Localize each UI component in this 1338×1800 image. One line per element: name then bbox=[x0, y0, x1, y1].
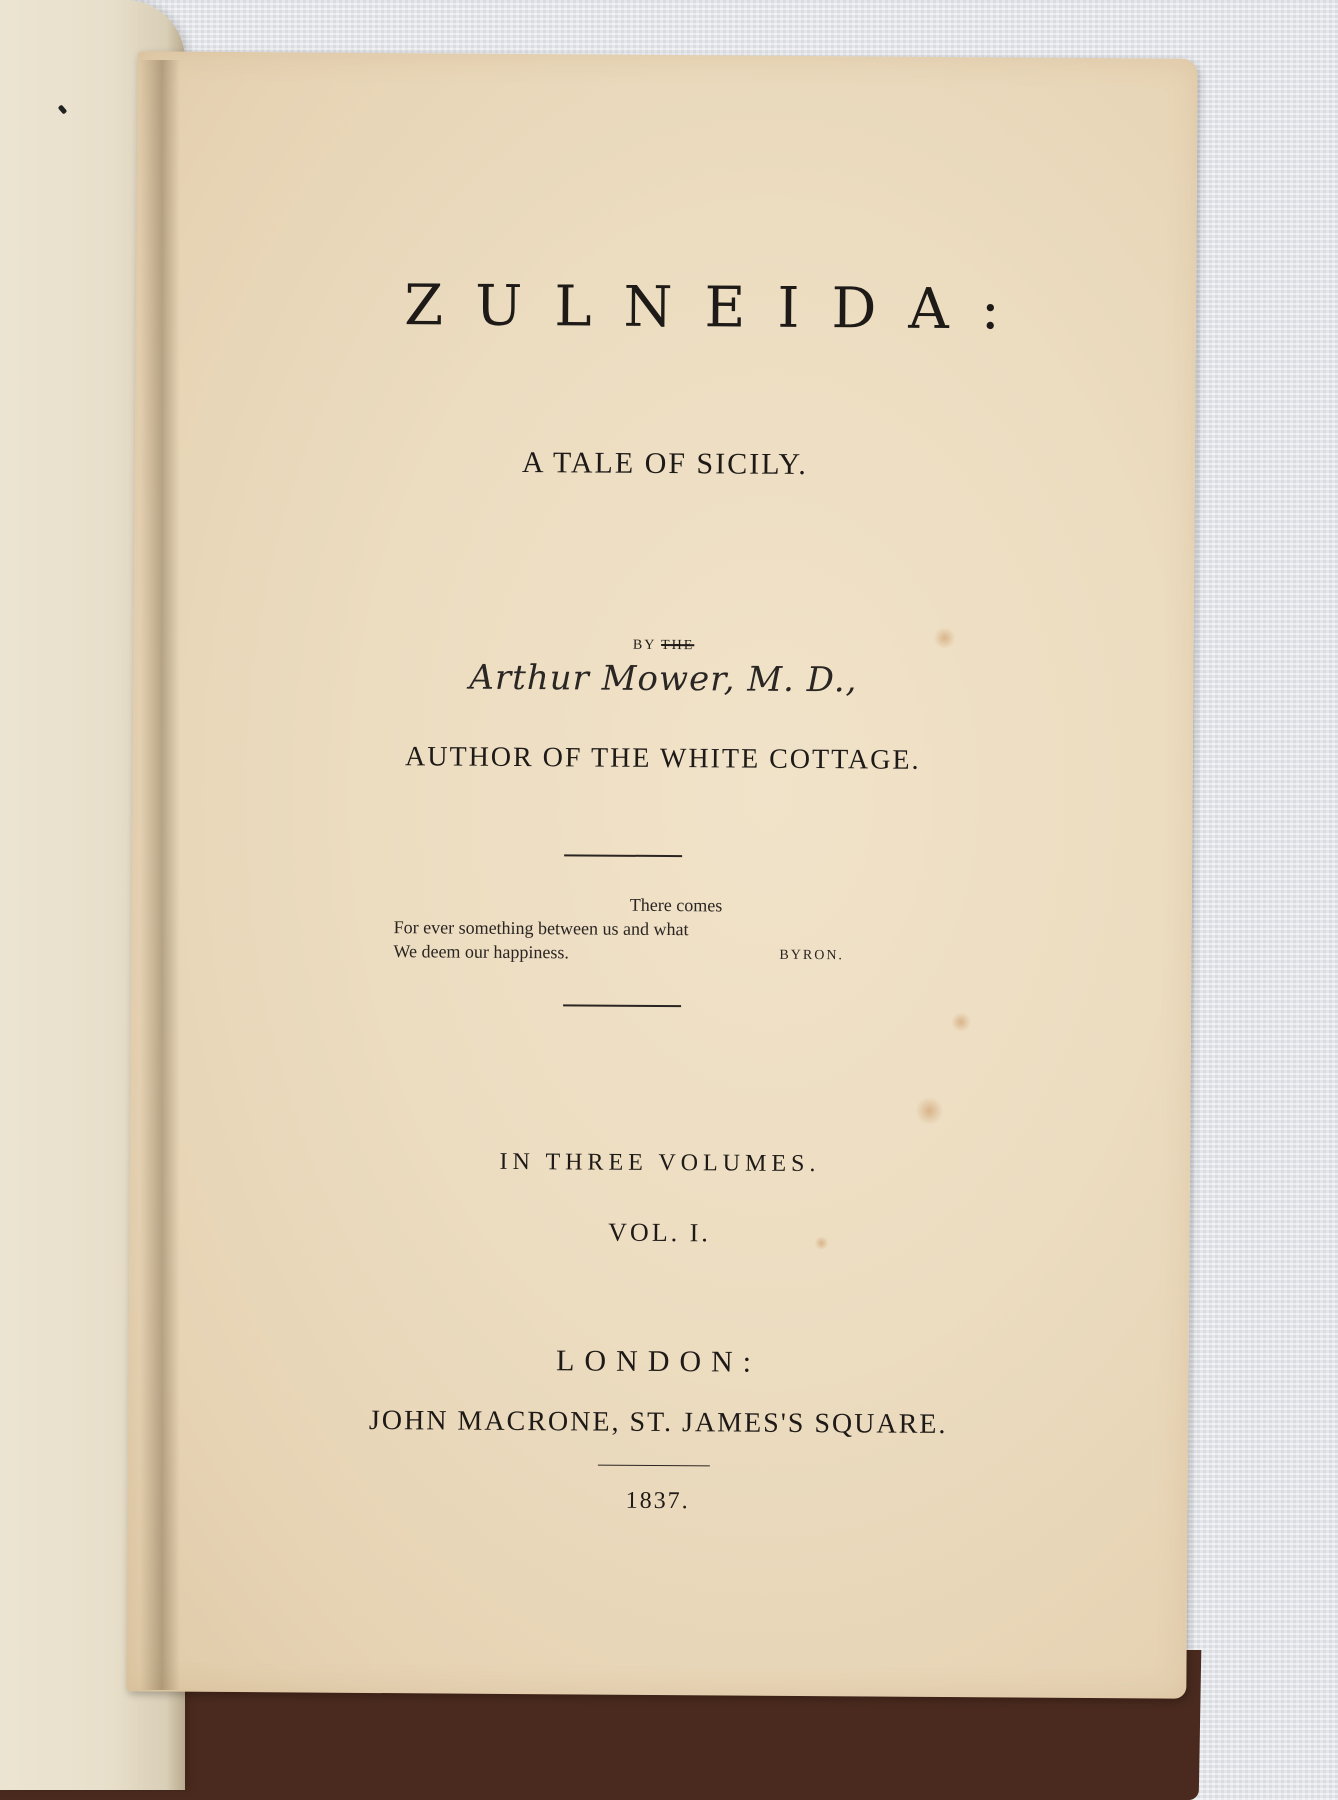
epigraph-line: We deem our happiness. bbox=[393, 941, 570, 963]
divider-rule bbox=[563, 1004, 681, 1007]
foxing-spot bbox=[915, 1097, 943, 1125]
epigraph-line: For ever something between us and what bbox=[393, 917, 689, 940]
foxing-spot bbox=[951, 1012, 971, 1032]
ink-speck bbox=[58, 104, 68, 114]
divider-rule bbox=[564, 854, 682, 857]
gutter-shadow bbox=[140, 60, 180, 1690]
book-subtitle: A TALE OF SICILY. bbox=[521, 446, 808, 482]
publication-year: 1837. bbox=[625, 1487, 690, 1515]
by-line bbox=[134, 634, 1194, 657]
author-credit: AUTHOR OF THE WHITE COTTAGE. bbox=[404, 741, 921, 776]
by-label: BY bbox=[632, 637, 656, 653]
divider-rule bbox=[598, 1465, 710, 1467]
handwritten-author: Arthur Mower, M. D., bbox=[469, 657, 858, 701]
epigraph-attribution: BYRON. bbox=[779, 947, 845, 964]
book-title: ZULNEIDA: bbox=[403, 273, 1032, 343]
volumes-note: IN THREE VOLUMES. bbox=[499, 1148, 821, 1178]
publication-city: LONDON: bbox=[555, 1344, 762, 1379]
volume-number: VOL. I. bbox=[608, 1217, 711, 1248]
struck-word: THE bbox=[661, 637, 695, 654]
publisher: JOHN MACRONE, ST. JAMES'S SQUARE. bbox=[368, 1404, 948, 1441]
epigraph-line: There comes bbox=[629, 894, 723, 916]
title-page bbox=[126, 51, 1197, 1698]
